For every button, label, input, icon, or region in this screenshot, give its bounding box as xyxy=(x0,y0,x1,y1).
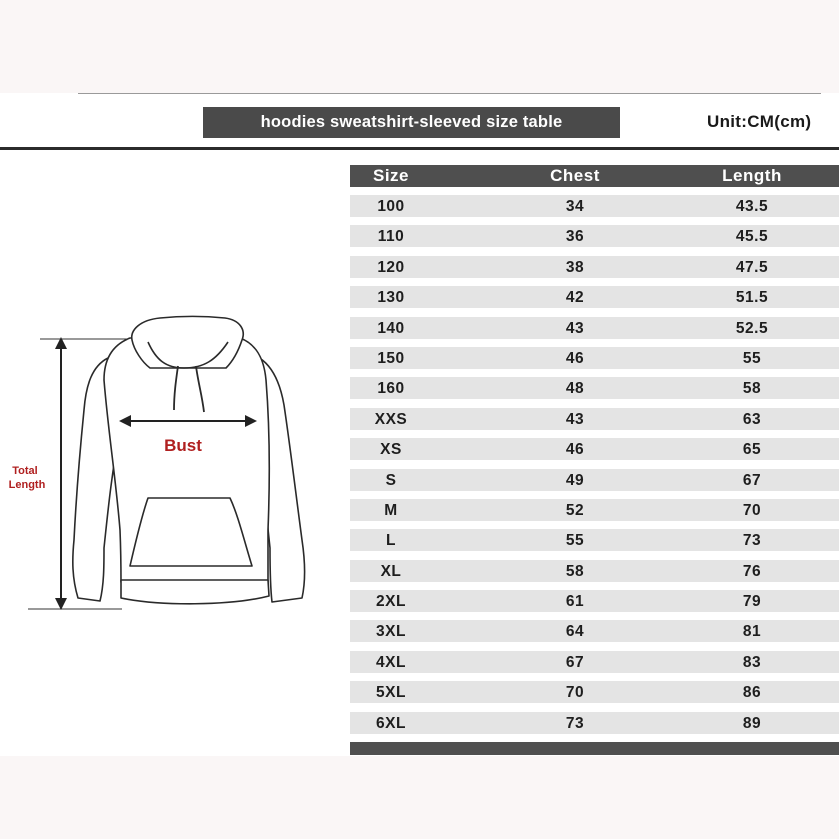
cell-size: 120 xyxy=(377,258,405,276)
header-divider xyxy=(0,147,839,150)
cell-chest: 61 xyxy=(565,593,585,611)
cell-chest: 43 xyxy=(565,319,585,337)
cell-size: 100 xyxy=(377,198,405,215)
cell-length: 45.5 xyxy=(735,228,769,246)
table-row xyxy=(350,377,839,399)
cell-size: L xyxy=(386,532,396,550)
header-length: Length xyxy=(722,166,782,185)
cell-chest: 34 xyxy=(565,198,585,215)
cell-chest: 64 xyxy=(565,623,585,641)
bust-label: Bust xyxy=(164,436,202,455)
cell-chest: 67 xyxy=(565,653,585,671)
table-row xyxy=(350,438,839,460)
cell-size: 110 xyxy=(377,228,405,246)
cell-length: 76 xyxy=(742,562,762,580)
table-row xyxy=(350,499,839,521)
cell-chest: 43 xyxy=(565,410,585,428)
cell-size: 6XL xyxy=(376,714,406,732)
cell-length: 83 xyxy=(742,653,762,671)
table-row xyxy=(350,408,839,430)
cell-size: 150 xyxy=(377,349,405,367)
waistband xyxy=(121,580,269,604)
cell-size: S xyxy=(385,471,397,489)
table-row xyxy=(350,286,839,308)
cell-size: XL xyxy=(380,562,402,580)
table-row xyxy=(350,712,839,734)
table-body xyxy=(350,195,839,734)
cell-length: 89 xyxy=(742,714,762,732)
cell-chest: 48 xyxy=(565,380,585,398)
table-row xyxy=(350,560,839,582)
top-divider xyxy=(78,93,821,94)
cell-length: 70 xyxy=(742,501,762,519)
bottom-band xyxy=(0,756,839,839)
table-row xyxy=(350,529,839,551)
cell-length: 58 xyxy=(742,380,762,398)
header-size: Size xyxy=(372,166,410,185)
cell-chest: 70 xyxy=(565,684,585,702)
hoodie-measurement-diagram xyxy=(0,300,330,620)
cell-length: 67 xyxy=(742,471,762,489)
cell-size: 160 xyxy=(377,380,405,398)
cell-size: 2XL xyxy=(376,593,406,611)
hoodie-outline-icon xyxy=(73,317,305,604)
table-row xyxy=(350,469,839,491)
cell-length: 43.5 xyxy=(735,198,769,215)
table-row xyxy=(350,347,839,369)
cell-length: 55 xyxy=(742,349,762,367)
cell-length: 63 xyxy=(742,410,762,428)
cell-length: 86 xyxy=(742,684,762,702)
table-row xyxy=(350,225,839,247)
cell-length: 47.5 xyxy=(735,258,769,276)
cell-chest: 49 xyxy=(565,471,585,489)
cell-chest: 42 xyxy=(565,289,585,307)
cell-size: XXS xyxy=(374,410,408,428)
cell-length: 51.5 xyxy=(735,289,769,307)
table-row xyxy=(350,256,839,278)
cell-chest: 46 xyxy=(565,441,585,459)
header-chest: Chest xyxy=(550,166,600,185)
cell-size: 3XL xyxy=(376,623,406,641)
top-band xyxy=(0,0,839,93)
table-row xyxy=(350,620,839,642)
table-row xyxy=(350,651,839,673)
cell-chest: 46 xyxy=(565,349,585,367)
cell-size: 5XL xyxy=(376,684,406,702)
table-row xyxy=(350,590,839,612)
cell-length: 79 xyxy=(742,593,762,611)
cell-size: 4XL xyxy=(376,653,406,671)
cell-chest: 52 xyxy=(565,501,585,519)
cell-chest: 38 xyxy=(565,258,585,276)
cell-size: 130 xyxy=(377,289,405,307)
total-length-label-1: Total xyxy=(12,465,38,477)
cell-size: M xyxy=(384,501,398,519)
table-row xyxy=(350,195,839,217)
size-table xyxy=(350,165,839,755)
cell-chest: 36 xyxy=(565,228,585,246)
unit-label: Unit:CM(cm) xyxy=(707,112,812,131)
cell-chest: 58 xyxy=(565,562,585,580)
size-table-title: hoodies sweatshirt-sleeved size table xyxy=(203,107,620,138)
cell-chest: 55 xyxy=(565,532,585,550)
cell-length: 81 xyxy=(742,623,762,641)
total-length-arrowhead-bottom xyxy=(55,598,67,610)
kangaroo-pocket xyxy=(130,498,252,566)
table-footer-bar xyxy=(350,742,839,755)
cell-length: 52.5 xyxy=(735,319,769,337)
table-header xyxy=(350,165,839,187)
table-row xyxy=(350,317,839,339)
cell-length: 73 xyxy=(742,532,762,550)
cell-length: 65 xyxy=(742,441,762,459)
cell-size: 140 xyxy=(377,319,405,337)
table-row xyxy=(350,681,839,703)
cell-size: XS xyxy=(380,441,402,459)
total-length-label-2: Length xyxy=(8,479,46,491)
cell-chest: 73 xyxy=(565,714,585,732)
